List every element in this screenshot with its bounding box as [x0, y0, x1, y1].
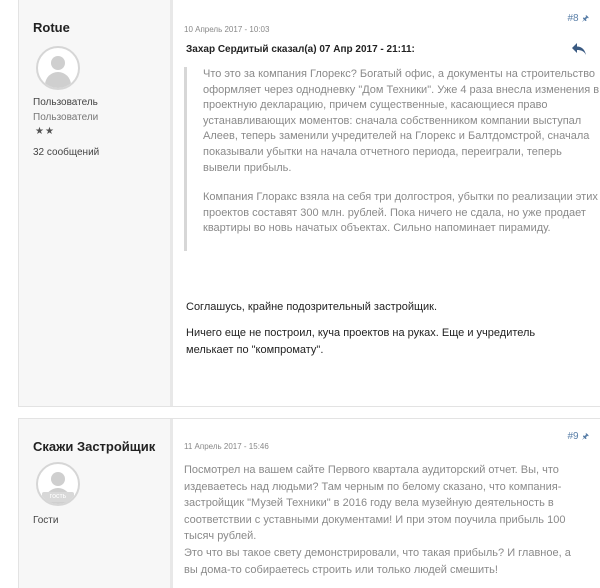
post-content	[184, 419, 600, 588]
quote-block	[184, 67, 600, 251]
post-paragraph: Соглашусь, крайне подозрительный застройщик.	[186, 301, 438, 313]
post-number-link[interactable]	[567, 431, 589, 445]
post-date: 11 Апрель 2017 - 15:46	[184, 442, 269, 451]
avatar-body-shape	[45, 72, 71, 90]
post-number[interactable]: #9	[567, 431, 579, 442]
rank-stars: ★★	[35, 126, 55, 137]
quote-header: Захар Сердитый сказал(а) 07 Апр 2017 - 21:11:	[186, 44, 415, 55]
author-group: Пользователи	[33, 112, 99, 123]
avatar[interactable]	[36, 46, 80, 90]
author-group: Гости	[33, 515, 59, 526]
avatar-head-shape	[51, 472, 65, 486]
quote-paragraph: Что это за компания Глорекс? Богатый офис, а документы на строительство оформляет через однодневку "Дом Техники". Уже 4 раза внесла изменения в проектную декларацию, причем существенные, касающиеся право устанавливающих моментов: сначала собственником компании выступал Алеев, теперь заменили учредителей на Глорекс и Балтдомстрой, сначала показывали убытки на начала отчетного периода, переиграли, теперь вывели прибыль.	[203, 68, 600, 174]
author-name[interactable]: Rotue	[33, 20, 70, 35]
quote-paragraph: Компания Глоракс взяла на себя три долгостроя, убытки по реализации этих проектов составят 300 млн. рублей. Пока ничего не сдала, но уже продает квартиры во новь начатых объектах. Сильно напоминает пирамиду.	[203, 191, 598, 235]
post-author-panel	[19, 0, 173, 406]
forum-post	[18, 0, 600, 407]
post-number-link[interactable]	[567, 13, 589, 27]
pin-icon: 🖈	[581, 14, 589, 23]
author-post-count: 32 сообщений	[33, 147, 100, 158]
pin-icon: 🖈	[581, 432, 589, 441]
post-content	[184, 0, 600, 406]
post-number[interactable]: #8	[567, 13, 579, 24]
author-title: Пользователь	[33, 97, 98, 108]
reply-arrow-icon[interactable]	[571, 42, 587, 56]
forum-post	[18, 418, 600, 588]
avatar-head-shape	[51, 56, 65, 70]
guest-badge: гость	[42, 492, 74, 502]
post-date: 10 Апрель 2017 - 10:03	[184, 25, 270, 34]
post-author-panel	[19, 419, 173, 588]
author-name[interactable]: Скажи Застройщик	[33, 439, 156, 454]
post-text: Посмотрел на вашем сайте Первого квартала аудиторский отчет. Вы, что издеваетесь над людьми? Там черным по белому сказано, что компания-застройщик "Музей Техники" в 2016 году вела музейную деятельность в соответствии с уставными документами! И при этом поучила прибыль 100 тысяч рублей. Это что вы такое свету демонстрировали, что такая прибыль? И главное, а вы дома-то собираетесь строить или только людей смешить!	[184, 464, 571, 576]
avatar	[36, 462, 80, 506]
post-paragraph: Ничего еще не построил, куча проектов на руках. Еще и учредитель мелькает по "компромату".	[186, 327, 536, 356]
